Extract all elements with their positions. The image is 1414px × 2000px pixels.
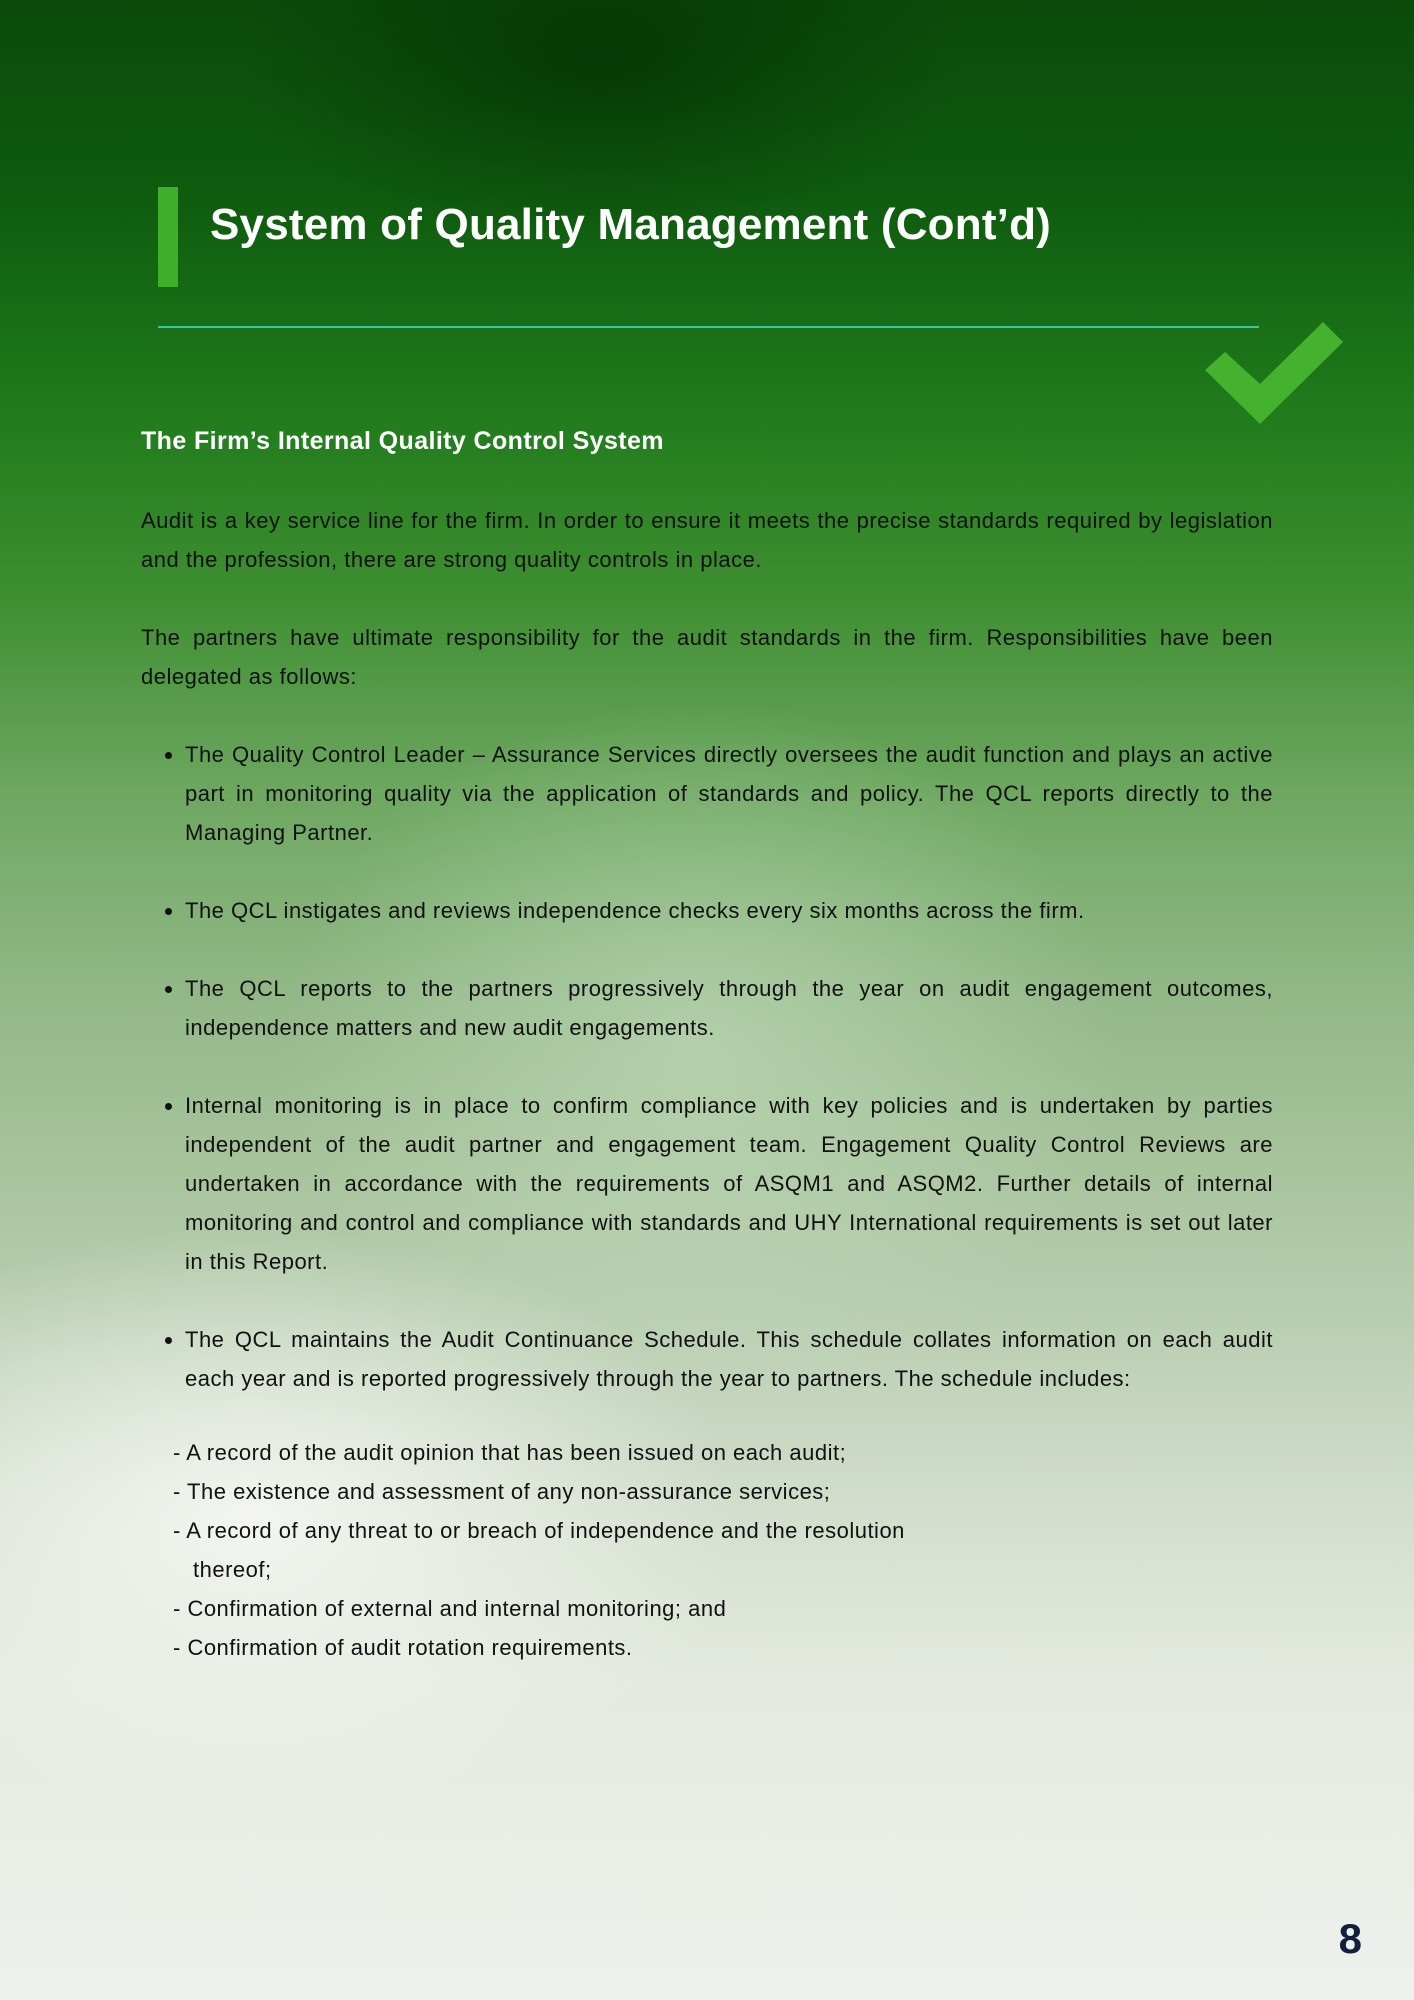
page-content	[141, 422, 1273, 1667]
title-divider	[158, 326, 1259, 328]
schedule-item: - Confirmation of audit rotation requirements.	[173, 1635, 633, 1660]
page-number: 8	[1338, 1915, 1362, 1962]
schedule-item: - The existence and assessment of any non-assurance services;	[173, 1479, 831, 1504]
responsibility-list	[141, 735, 1273, 1398]
list-item: • Internal monitoring is in place to confirm compliance with key policies and is undertaken by parties independent of the audit partner and engagement team. Engagement Quality Control Reviews are undertaken in accordance with the requirements of ASQM1 and ASQM2. Further details of internal monitoring and control and compliance with standards and UHY International requirements is set out later in this Report.	[185, 1086, 1273, 1281]
delegation-paragraph: The partners have ultimate responsibility for the audit standards in the firm. Responsibilities have been delegated as follows:	[141, 625, 1273, 689]
list-item: • The QCL maintains the Audit Continuance Schedule. This schedule collates information on each audit each year and is reported progressively through the year to partners. The schedule includes:	[185, 1320, 1273, 1398]
schedule-item: - Confirmation of external and internal monitoring; and	[173, 1596, 727, 1621]
schedule-item-continuation: thereof;	[193, 1557, 272, 1582]
intro-paragraph: Audit is a key service line for the firm. In order to ensure it meets the precise standards required by legislation and the profession, there are strong quality controls in place.	[141, 508, 1273, 572]
schedule-item: - A record of any threat to or breach of independence and the resolution	[173, 1518, 905, 1543]
title-accent-bar	[158, 187, 178, 287]
section-subheading: The Firm’s Internal Quality Control System	[141, 427, 664, 455]
checkmark-icon	[1205, 322, 1345, 432]
list-item: • The QCL reports to the partners progressively through the year on audit engagement outcomes, independence matters and new audit engagements.	[185, 969, 1273, 1047]
schedule-item: - A record of the audit opinion that has been issued on each audit;	[173, 1440, 847, 1465]
list-item: • The Quality Control Leader – Assurance Services directly oversees the audit function and plays an active part in monitoring quality via the application of standards and policy. The QCL reports directly to the Managing Partner.	[185, 735, 1273, 852]
schedule-items	[141, 1433, 1273, 1667]
page-title: System of Quality Management (Cont’d)	[210, 200, 1052, 249]
list-item: • The QCL instigates and reviews independence checks every six months across the firm.	[185, 891, 1273, 930]
